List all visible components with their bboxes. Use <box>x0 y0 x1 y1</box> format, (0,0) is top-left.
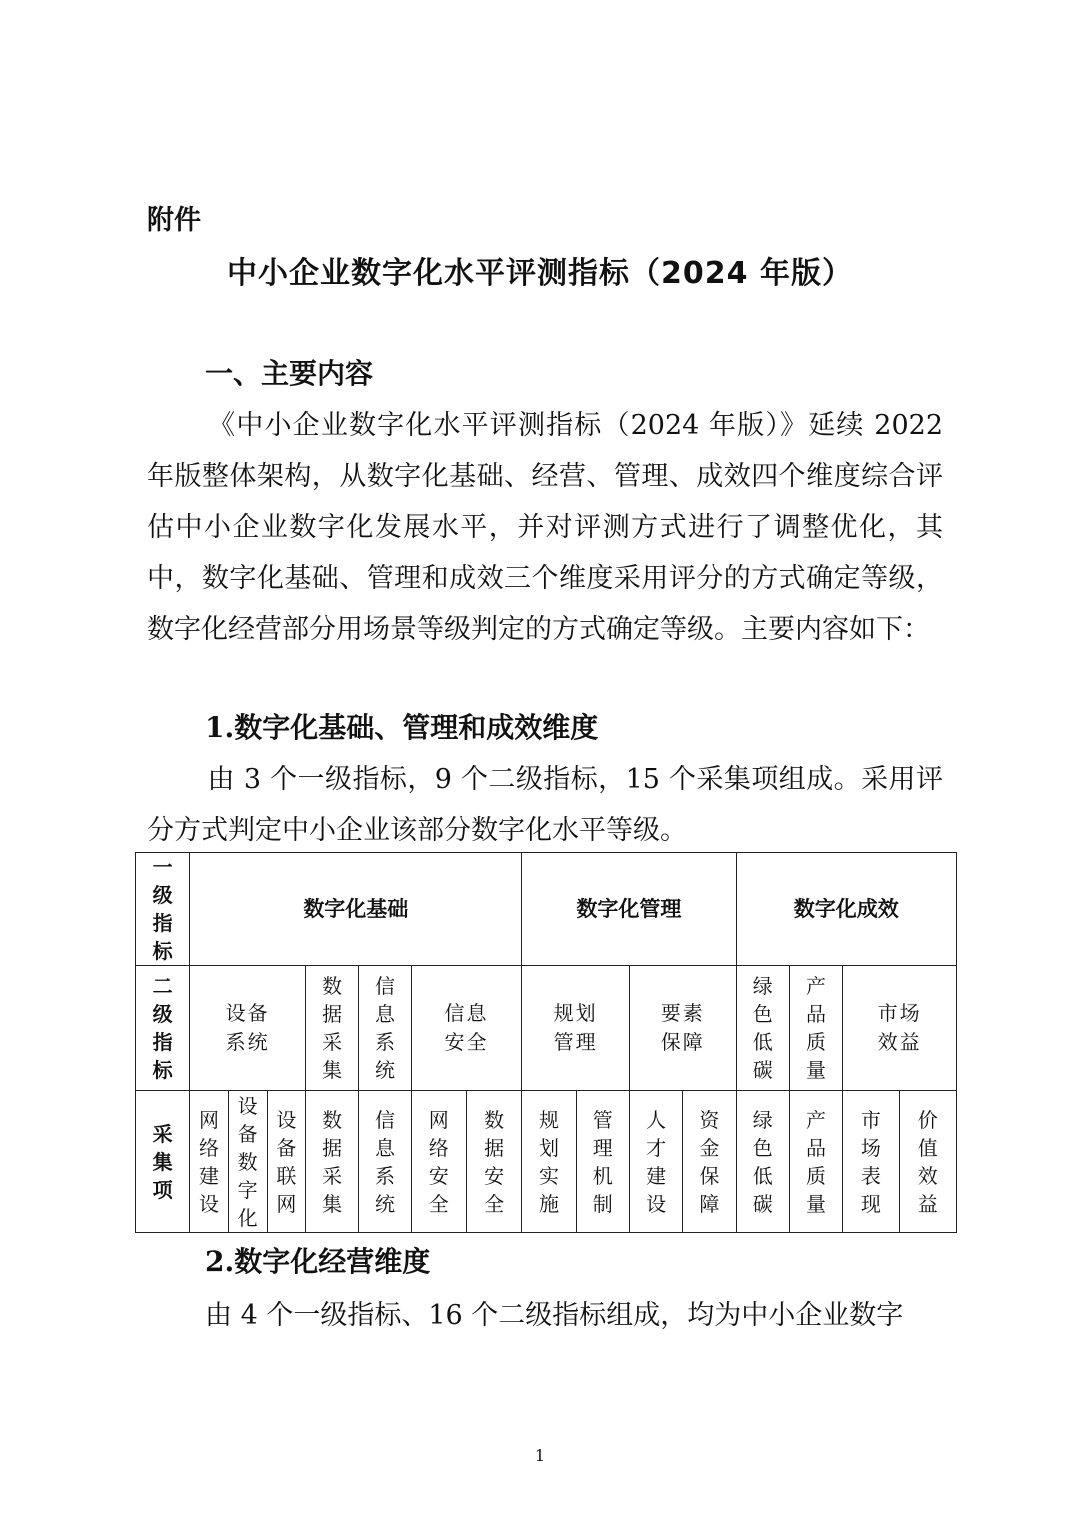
level2-cell: 市场效益 <box>843 966 957 1091</box>
attachment-label: 附件 <box>147 205 201 236</box>
item-cell: 数据安全 <box>466 1091 521 1233</box>
row-header-level2: 二级指标 <box>136 966 190 1091</box>
table-row-items <box>136 1091 957 1233</box>
table-row-level2 <box>136 966 957 1091</box>
subsection-heading: 2.数字化经营维度 <box>205 1245 431 1278</box>
level2-cell: 设备系统 <box>190 966 306 1091</box>
level2-cell: 规划管理 <box>522 966 630 1091</box>
level2-cell: 信息安全 <box>411 966 522 1091</box>
intro-paragraph <box>147 400 943 655</box>
item-cell: 规划实施 <box>522 1091 576 1233</box>
page-number: 1 <box>534 1446 546 1465</box>
item-cell: 设备数字化 <box>228 1091 267 1233</box>
level1-cell: 数字化成效 <box>736 853 956 966</box>
document-title: 中小企业数字化水平评测指标（2024 年版） <box>227 256 853 291</box>
item-cell: 绿色低碳 <box>736 1091 789 1233</box>
item-cell: 信息系统 <box>359 1091 411 1233</box>
level1-cell: 数字化基础 <box>190 853 522 966</box>
indicator-table <box>135 852 957 1233</box>
level2-cell: 信息系统 <box>359 966 411 1091</box>
table-row-level1 <box>136 853 957 966</box>
level1-cell: 数字化管理 <box>522 853 736 966</box>
item-cell: 市场表现 <box>843 1091 899 1233</box>
subsection-heading: 1.数字化基础、管理和成效维度 <box>205 711 599 744</box>
item-cell: 人才建设 <box>629 1091 682 1233</box>
subsection-text: 由 3 个一级指标，9 个二级指标，15 个采集项组成。采用评分方式判定中小企业该部分数字化水平等级。 <box>147 764 943 846</box>
item-cell: 价值效益 <box>899 1091 956 1233</box>
item-cell: 设备联网 <box>267 1091 305 1233</box>
item-cell: 网络安全 <box>411 1091 466 1233</box>
row-header-items: 采集项 <box>136 1091 190 1233</box>
row-header-level1: 一级指标 <box>136 853 190 966</box>
level2-cell: 产品质量 <box>789 966 842 1091</box>
section-heading: 一、主要内容 <box>205 357 374 390</box>
intro-text: 《中小企业数字化水平评测指标（2024 年版）》延续 2022 年版整体架构，从数字化基础、经营、管理、成效四个维度综合评估中小企业数字化发展水平，并对评测方式进行了调整优化，其中，数字化基础、管理和成效三个维度采用评分的方式确定等级，数字化经营部分用场景等级判定的方式确定等级。主要内容如下： <box>147 410 943 645</box>
level2-cell: 要素保障 <box>629 966 736 1091</box>
level2-cell: 绿色低碳 <box>736 966 789 1091</box>
item-cell: 资金保障 <box>683 1091 736 1233</box>
item-cell: 管理机制 <box>576 1091 629 1233</box>
level2-cell: 数据采集 <box>306 966 359 1091</box>
item-cell: 产品质量 <box>789 1091 842 1233</box>
item-cell: 数据采集 <box>306 1091 359 1233</box>
subsection-paragraph <box>147 754 943 856</box>
item-cell: 网络建设 <box>190 1091 228 1233</box>
subsection-paragraph: 由 4 个一级指标、16 个二级指标组成，均为中小企业数字 <box>205 1300 904 1331</box>
